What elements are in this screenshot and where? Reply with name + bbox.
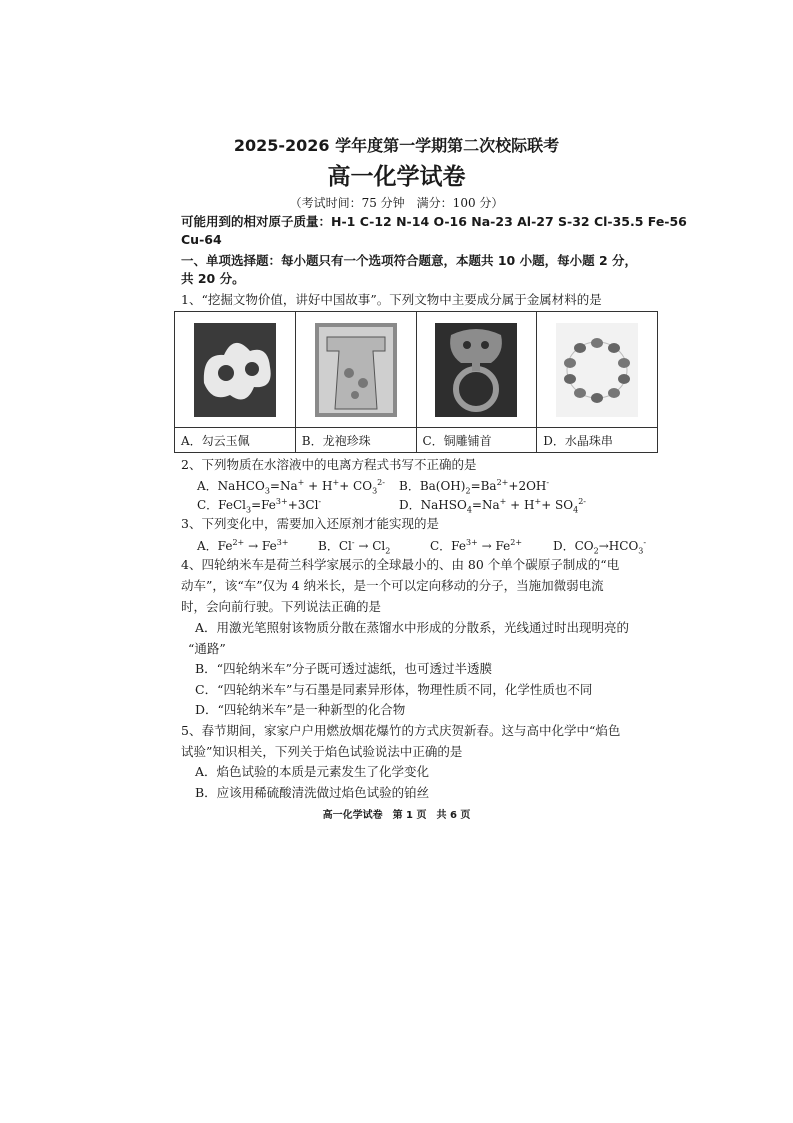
q5-stem-line1: 5、春节期间，家家户户用燃放烟花爆竹的方式庆贺新春。这与高中化学中“焰色 xyxy=(181,723,621,738)
q4-option-c: C．“四轮纳米车”与石墨是同素异形体，物理性质不同，化学性质也不同 xyxy=(195,682,593,697)
q2-option-a: A．NaHCO$_3$=Na+ + $H^++ CO_3^{2-}$ xyxy=(197,478,385,496)
artifact-cell-b xyxy=(295,312,416,428)
q4-stem-line1: 4、四轮纳米车是荷兰科学家展示的全球最小的、由 80 个单个碳原子制成的“电 xyxy=(181,557,620,572)
q4-option-a-cont: “通路” xyxy=(188,641,226,656)
section1-heading-cont: 共 20 分。 xyxy=(181,271,245,286)
q4-option-b: B．“四轮纳米车”分子既可透过滤纸，也可透过半透膜 xyxy=(195,661,492,676)
exam-title: 2025-2026 学年度第一学期第二次校际联考 xyxy=(233,136,560,155)
exam-info: （考试时间：75 分钟 满分：100 分） xyxy=(289,196,504,210)
section1-heading: 一、单项选择题：每小题只有一个选项符合题意，本题共 10 小题，每小题 2 分， xyxy=(181,253,638,268)
atomic-masses-line2: Cu-64 xyxy=(181,232,222,247)
q2-stem: 2、下列物质在水溶液中的电离方程式书写不正确的是 xyxy=(181,457,477,472)
q3-option-c: C．$Fe^{3+} \to Fe^{2+}$ xyxy=(430,538,523,553)
q4-stem-line2: 动车”，该“车”仅为 4 纳米长，是一个可以定向移动的分子，当施加微弱电流 xyxy=(181,578,604,593)
q1-artifact-table xyxy=(174,311,658,453)
page-footer: 高一化学试卷 第 1 页 共 6 页 xyxy=(322,810,471,821)
q4-option-a: A．用激光笔照射该物质分散在蒸馏水中形成的分散系，光线通过时出现明亮的 xyxy=(195,620,630,635)
artifact-cell-a xyxy=(175,312,296,428)
q5-option-b: B．应该用稀硫酸清洗做过焰色试验的铂丝 xyxy=(195,785,430,800)
q3-option-a: A．$Fe^{2+} \to Fe^{3+}$ xyxy=(197,538,289,553)
q4-option-d: D．“四轮纳米车”是一种新型的化合物 xyxy=(195,702,406,717)
q2-option-d: D．NaHSO$_4$=Na+ + $H^++ SO_4^{2-}$ xyxy=(399,497,587,515)
q1-option-b: B．龙袍珍珠 xyxy=(295,428,416,453)
q1-stem: 1、“挖掘文物价值，讲好中国故事”。下列文物中主要成分属于金属材料的是 xyxy=(181,292,602,307)
q3-stem: 3、下列变化中，需要加入还原剂才能实现的是 xyxy=(181,516,439,531)
q4-stem-line3: 时，会向前行驶。下列说法正确的是 xyxy=(181,599,382,614)
bronze-knocker-image xyxy=(435,323,517,417)
artifact-cell-d xyxy=(537,312,658,428)
exam-subtitle: 高一化学试卷 xyxy=(327,164,466,190)
q3-option-b: B．$Cl^- \to Cl_2$ xyxy=(318,538,391,556)
dragon-robe-image xyxy=(315,323,397,417)
q2-option-b: B．$Ba(OH)_2=Ba^{2+}+2OH^-$ xyxy=(399,478,550,496)
atomic-masses-line1: 可能用到的相对原子质量：H-1 C-12 N-14 O-16 Na-23 Al-27 S-32 Cl-35.5 Fe-56 xyxy=(181,214,687,229)
q3-option-d: D．$CO_2\to HCO_3^-$ xyxy=(553,538,647,556)
q1-option-d: D．水晶珠串 xyxy=(537,428,658,453)
jade-pendant-image xyxy=(194,323,276,417)
crystal-bracelet-image xyxy=(556,323,638,417)
q1-option-c: C．铜雕铺首 xyxy=(416,428,537,453)
q2-option-c: C．$FeCl_3=Fe^{3+}+3Cl^-$ xyxy=(197,497,322,515)
q5-stem-line2: 试验”知识相关，下列关于焰色试验说法中正确的是 xyxy=(181,744,463,759)
artifact-cell-c xyxy=(416,312,537,428)
q5-option-a: A．焰色试验的本质是元素发生了化学变化 xyxy=(195,764,430,779)
q1-option-a: A．勾云玉佩 xyxy=(175,428,296,453)
